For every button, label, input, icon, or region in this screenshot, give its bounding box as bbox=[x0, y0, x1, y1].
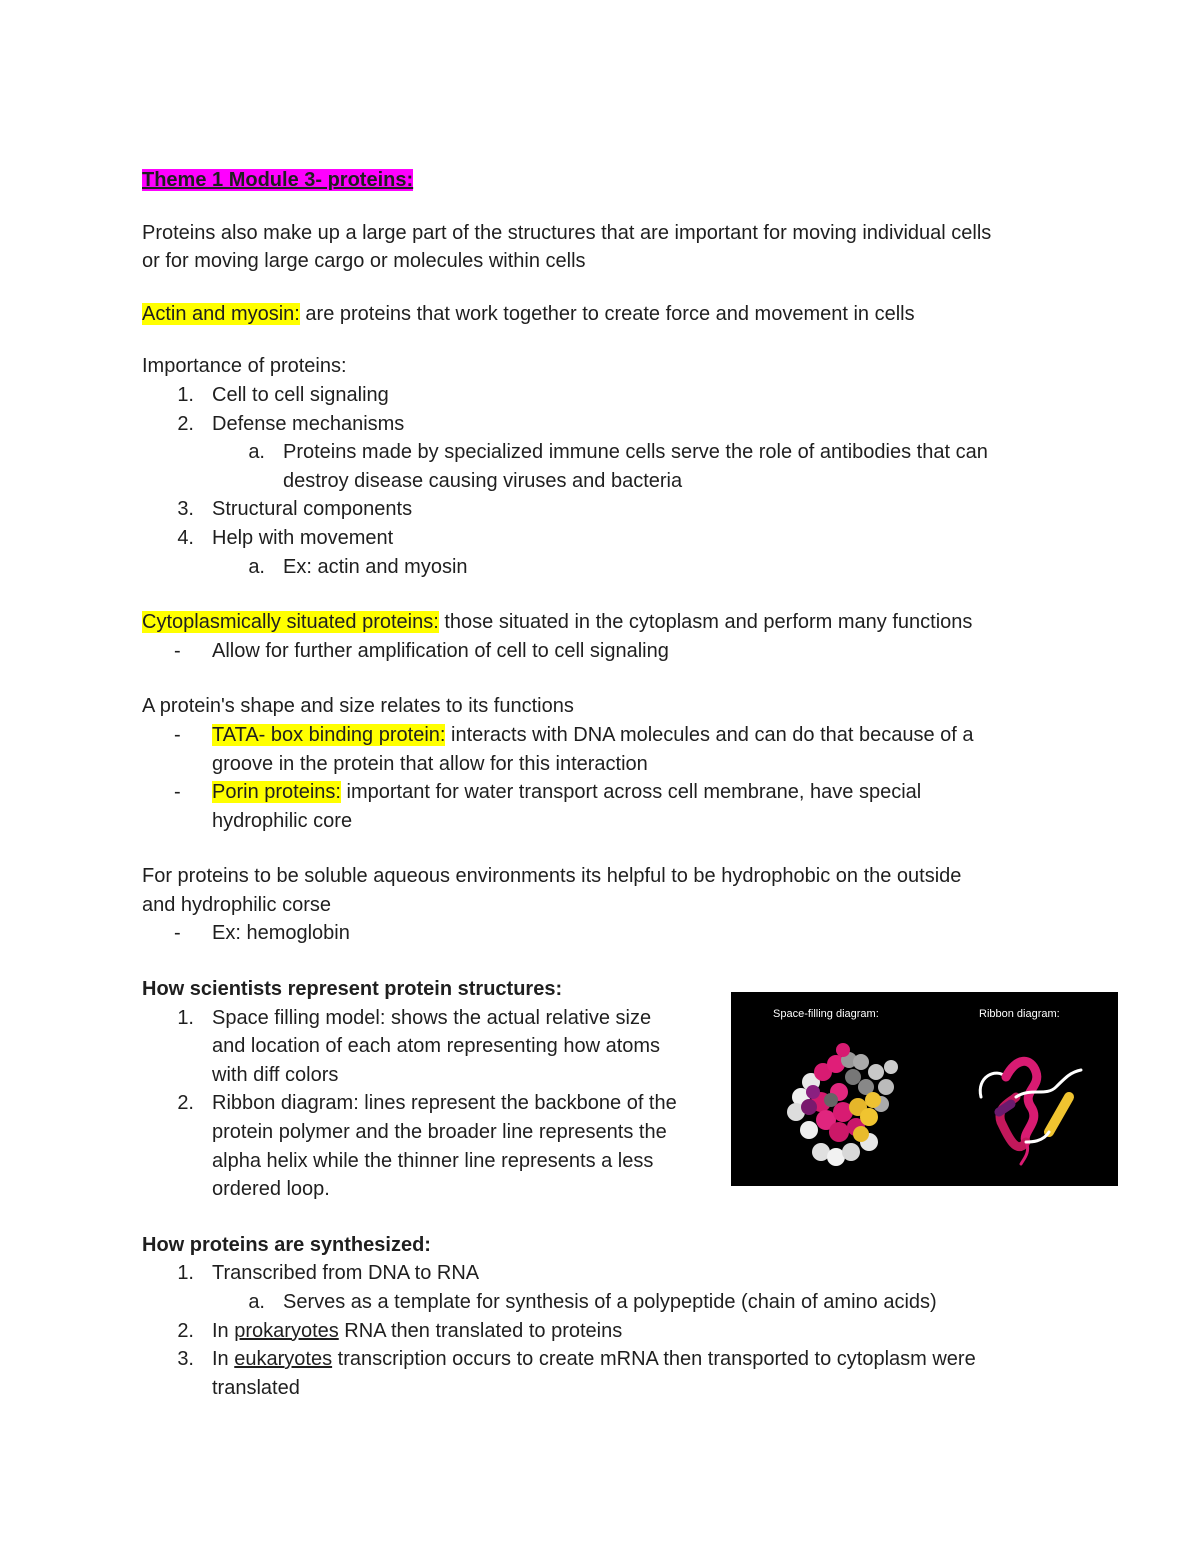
document-page bbox=[142, 166, 1062, 1402]
list-item-cont: and location of each atom representing how atoms bbox=[212, 1035, 661, 1058]
page-title: Theme 1 Module 3- proteins: bbox=[142, 169, 414, 191]
list-item: 2. Defense mechanisms bbox=[177, 412, 405, 435]
list-item: - Ex: hemoglobin bbox=[174, 922, 350, 945]
tata-term: TATA- box binding protein: bbox=[212, 723, 446, 746]
list-item-cont: translated bbox=[212, 1376, 300, 1399]
list-item: 1. Space filling model: shows the actual relative size bbox=[177, 1006, 652, 1029]
list-item: 2. Ribbon diagram: lines represent the backbone of the bbox=[177, 1092, 677, 1115]
list-item: 2. In prokaryotes RNA then translated to proteins bbox=[177, 1319, 623, 1342]
ribbon-diagram-icon bbox=[980, 1061, 1081, 1164]
soluble-line-1: For proteins to be soluble aqueous environments its helpful to be hydrophobic on the outside bbox=[142, 865, 962, 888]
list-item: 3. Structural components bbox=[177, 498, 413, 521]
list-item-cont: hydrophilic core bbox=[212, 809, 353, 832]
list-item-cont: groove in the protein that allow for this interaction bbox=[212, 752, 648, 775]
soluble-line-2: and hydrophilic corse bbox=[142, 893, 331, 916]
actin-term: Actin and myosin: bbox=[142, 302, 300, 325]
cyto-term: Cytoplasmically situated proteins: bbox=[142, 611, 439, 634]
intro-line-1: Proteins also make up a large part of the structures that are important for moving individual cells bbox=[142, 221, 992, 244]
space-filling-label: Space-filling diagram: bbox=[773, 1008, 879, 1020]
list-item: a. Serves as a template for synthesis of a polypeptide (chain of amino acids) bbox=[248, 1291, 937, 1313]
list-item: 1. Transcribed from DNA to RNA bbox=[177, 1262, 480, 1285]
represent-heading: How scientists represent protein structures: bbox=[142, 978, 563, 1001]
protein-structure-figure bbox=[731, 992, 1118, 1186]
list-item-cont: alpha helix while the thinner line represents a less bbox=[212, 1149, 654, 1172]
list-item: 4. Help with movement bbox=[177, 526, 394, 549]
ribbon-label: Ribbon diagram: bbox=[979, 1008, 1060, 1020]
list-item-cont: protein polymer and the broader line represents the bbox=[212, 1121, 667, 1144]
list-item: 1. Cell to cell signaling bbox=[177, 383, 389, 406]
prokaryotes-term: prokaryotes bbox=[234, 1319, 339, 1342]
list-item: 3. In eukaryotes transcription occurs to create mRNA then transported to cytoplasm were bbox=[177, 1348, 976, 1371]
synth-heading: How proteins are synthesized: bbox=[142, 1233, 431, 1256]
protein-illustration bbox=[731, 992, 1118, 1186]
list-item-cont: with diff colors bbox=[212, 1063, 339, 1086]
actin-definition: Actin and myosin: are proteins that work together to create force and movement in cells bbox=[142, 302, 915, 325]
space-filling-model-icon bbox=[787, 1043, 898, 1166]
list-item: destroy disease causing viruses and bacteria bbox=[283, 469, 683, 492]
shape-heading: A protein's shape and size relates to its functions bbox=[142, 695, 574, 718]
porin-term: Porin proteins: bbox=[212, 781, 341, 804]
eukaryotes-term: eukaryotes bbox=[234, 1348, 333, 1371]
intro-line-2: or for moving large cargo or molecules within cells bbox=[142, 250, 586, 273]
cyto-definition: Cytoplasmically situated proteins: those situated in the cytoplasm and perform many functions bbox=[142, 611, 973, 634]
list-item: - Porin proteins: important for water transport across cell membrane, have special bbox=[174, 781, 922, 804]
list-item: - Allow for further amplification of cell to cell signaling bbox=[174, 639, 669, 662]
list-item: - TATA- box binding protein: interacts with DNA molecules and can do that because of a bbox=[174, 723, 974, 746]
list-item-cont: ordered loop. bbox=[212, 1178, 330, 1201]
importance-heading: Importance of proteins: bbox=[142, 355, 347, 378]
list-item: a. Proteins made by specialized immune cells serve the role of antibodies that can bbox=[248, 441, 988, 464]
list-item: a. Ex: actin and myosin bbox=[248, 555, 468, 578]
